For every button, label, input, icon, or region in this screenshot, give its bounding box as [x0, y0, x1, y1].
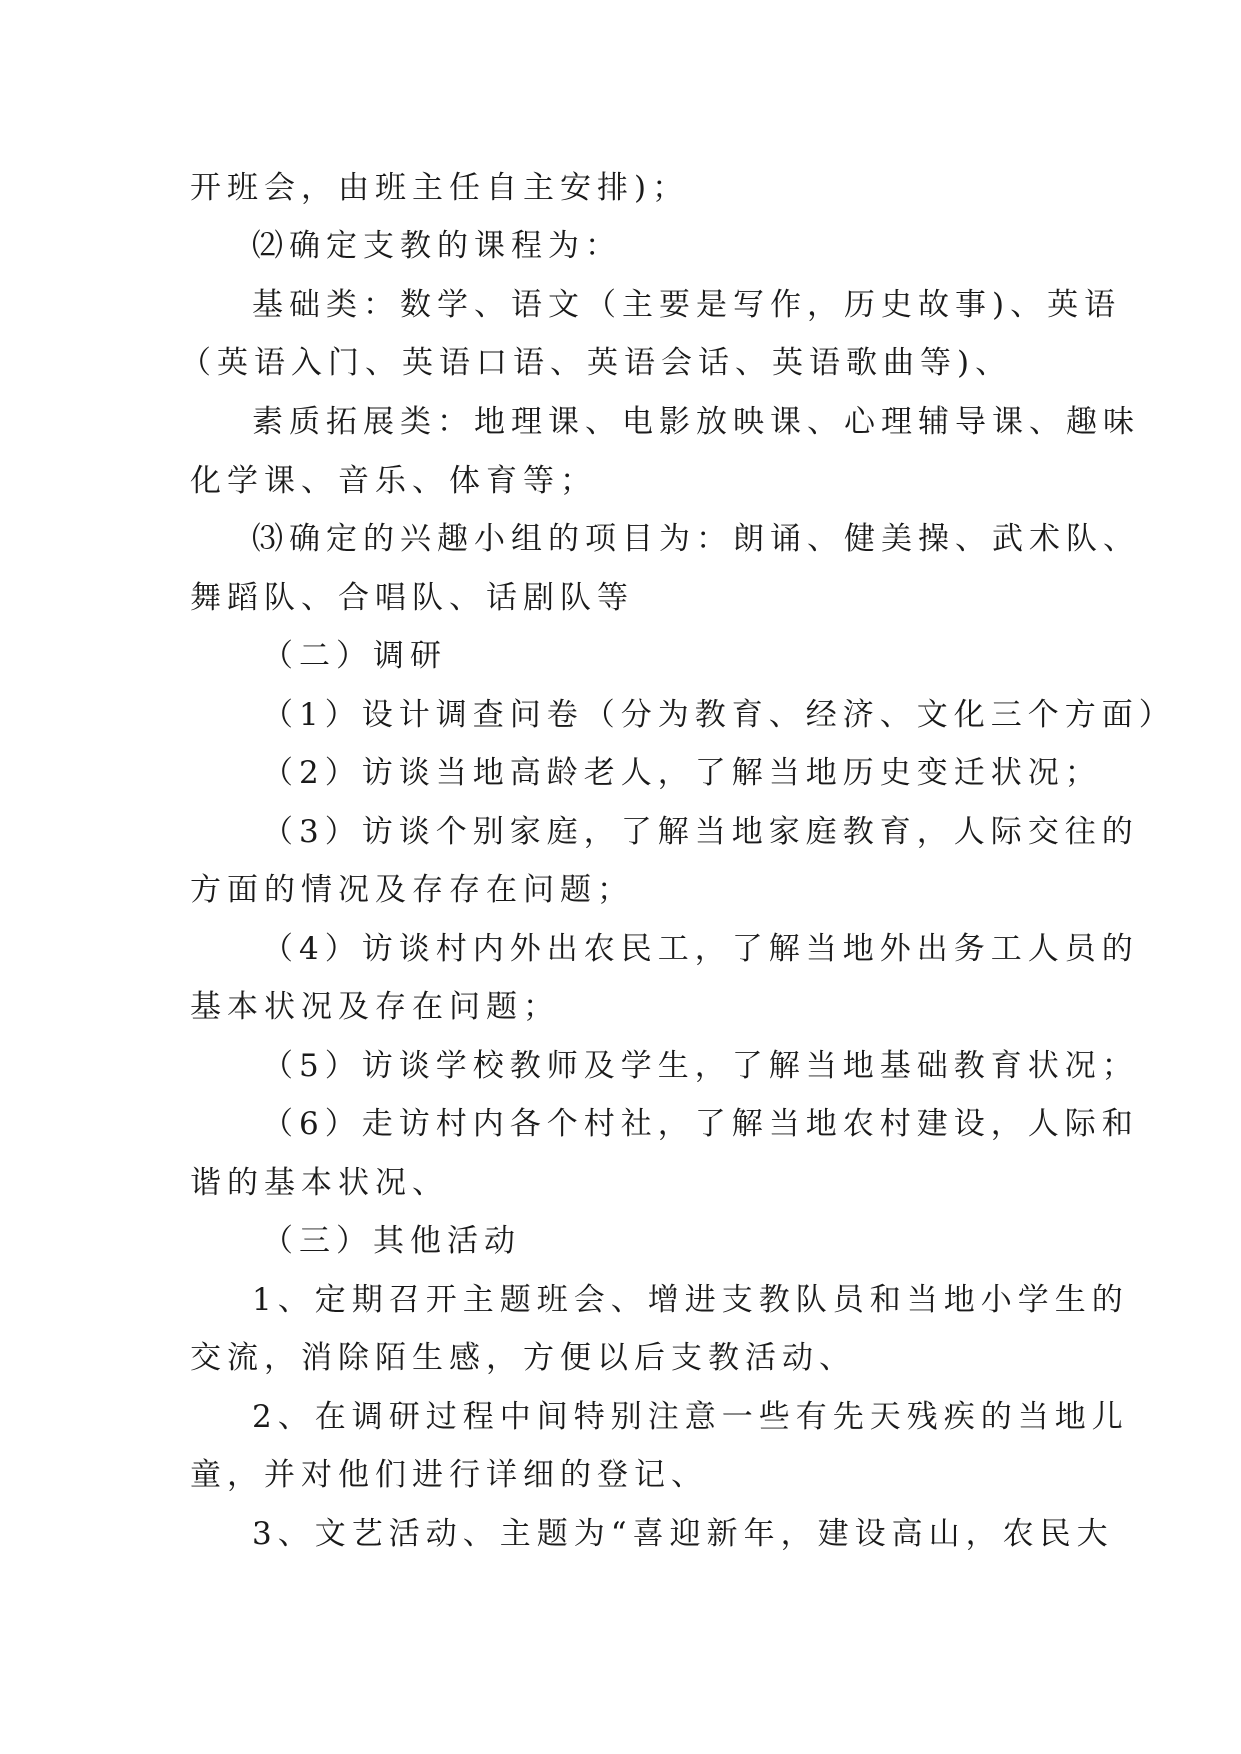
- section-heading-other-activities: （三）其他活动: [262, 1223, 521, 1259]
- text-line-2: ⑵确定支教的课程为：: [252, 228, 622, 264]
- text-line-16: （5）访谈学校教师及学生，了解当地基础教育状况；: [262, 1048, 1139, 1084]
- text-line-18: 谐的基本状况、: [190, 1165, 449, 1201]
- text-line-4: （英语入门、英语口语、英语会话、英语歌曲等)、: [180, 345, 1013, 381]
- text-line-7: ⑶确定的兴趣小组的项目为：朗诵、健美操、武术队、: [252, 521, 1140, 557]
- text-line-22: 2、在调研过程中间特别注意一些有先天残疾的当地儿: [252, 1399, 1129, 1435]
- text-line-1: 开班会，由班主任自主安排)；: [190, 170, 690, 206]
- text-line-24: 3、文艺活动、主题为“喜迎新年，建设高山，农民大: [252, 1516, 1114, 1552]
- text-line-17: （6）走访村内各个村社，了解当地农村建设，人际和: [262, 1106, 1139, 1142]
- text-line-10: （1）设计调查问卷（分为教育、经济、文化三个方面）: [262, 697, 1176, 733]
- text-line-15: 基本状况及存在问题；: [190, 989, 560, 1025]
- text-line-14: （4）访谈村内外出农民工，了解当地外出务工人员的: [262, 931, 1139, 967]
- text-line-20: 1、定期召开主题班会、增进支教队员和当地小学生的: [252, 1282, 1129, 1318]
- text-line-8: 舞蹈队、合唱队、话剧队等: [190, 580, 634, 616]
- text-line-5: 素质拓展类：地理课、电影放映课、心理辅导课、趣味: [252, 404, 1140, 440]
- section-heading-research: （二）调研: [262, 638, 447, 674]
- text-line-12: （3）访谈个别家庭，了解当地家庭教育，人际交往的: [262, 814, 1139, 850]
- text-line-23: 童，并对他们进行详细的登记、: [190, 1457, 708, 1493]
- text-line-3: 基础类：数学、语文（主要是写作，历史故事)、英语: [252, 287, 1122, 323]
- text-line-6: 化学课、音乐、体育等；: [190, 463, 597, 499]
- text-line-11: （2）访谈当地高龄老人，了解当地历史变迁状况；: [262, 755, 1102, 791]
- text-line-21: 交流，消除陌生感，方便以后支教活动、: [190, 1340, 856, 1376]
- text-line-13: 方面的情况及存存在问题；: [190, 872, 634, 908]
